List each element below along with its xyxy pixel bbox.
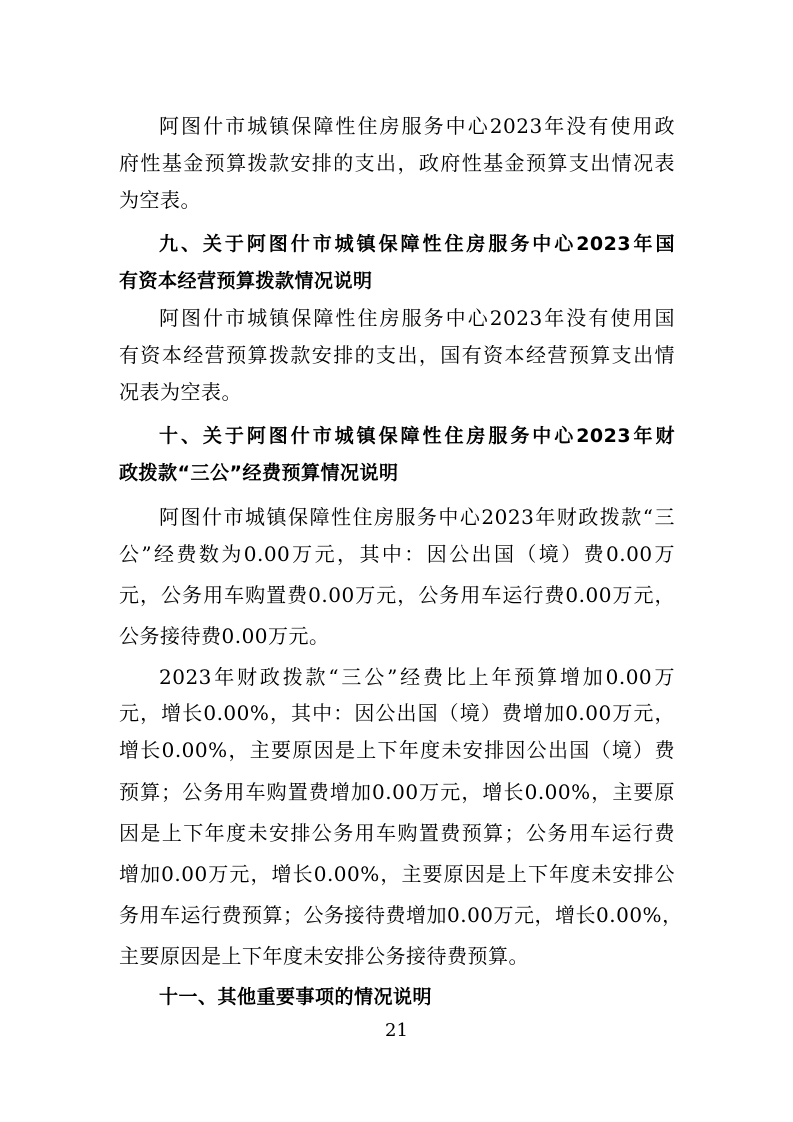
body-line: 主要原因是上下年度未安排公务接待费预算。 [119,944,529,968]
body-line: 府性基金预算拨款安排的支出，政府性基金预算支出情况表 [119,151,675,175]
body-line: 2023年财政拨款“三公”经费比上年预算增加0.00万 [159,665,675,689]
section-heading: 十、关于阿图什市城镇保障性住房服务中心2023年财 [159,425,675,447]
body-line: 预算；公务用车购置费增加0.00万元，增长0.00%，主要原 [119,780,675,804]
body-line: 阿图什市城镇保障性住房服务中心2023年没有使用国 [159,306,675,330]
body-line: 元，公务用车购置费0.00万元，公务用车运行费0.00万元， [119,583,675,607]
section-heading: 政拨款“三公”经费预算情况说明 [119,462,399,484]
body-line: 因是上下年度未安排公务用车购置费预算；公务用车运行费 [119,821,675,845]
page-number: 21 [385,1020,408,1041]
body-line: 为空表。 [119,188,201,212]
body-line: 阿图什市城镇保障性住房服务中心2023年没有使用政 [159,114,675,138]
body-line: 况表为空表。 [119,380,242,404]
body-line: 阿图什市城镇保障性住房服务中心2023年财政拨款“三 [159,505,675,529]
body-line: 元，增长0.00%，其中：因公出国（境）费增加0.00万元， [119,701,675,725]
section-heading: 有资本经营预算拨款情况说明 [119,270,373,292]
body-line: 有资本经营预算拨款安排的支出，国有资本经营预算支出情 [119,343,675,367]
section-heading: 九、关于阿图什市城镇保障性住房服务中心2023年国 [159,233,675,255]
body-line: 增加0.00万元，增长0.00%，主要原因是上下年度未安排公 [119,862,675,886]
section-heading: 十一、其他重要事项的情况说明 [159,986,433,1008]
body-line: 增长0.00%，主要原因是上下年度未安排因公出国（境）费 [119,738,675,762]
body-line: 公务接待费0.00万元。 [119,624,330,648]
body-line: 公”经费数为0.00万元，其中：因公出国（境）费0.00万 [119,542,675,566]
body-line: 务用车运行费预算；公务接待费增加0.00万元，增长0.00%， [119,903,683,927]
